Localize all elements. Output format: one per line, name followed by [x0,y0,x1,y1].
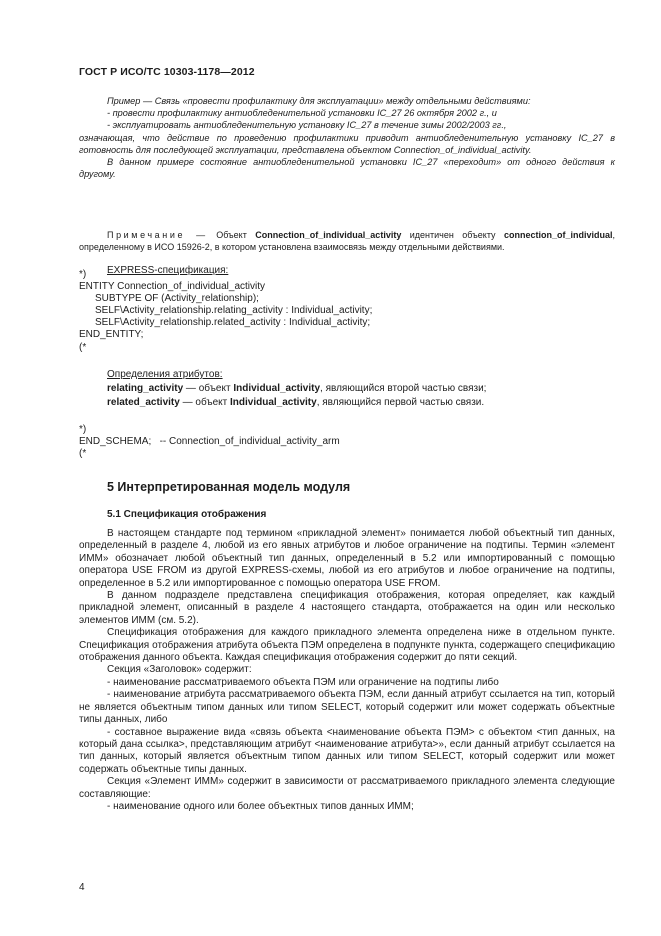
paragraph: Спецификация отображения для каждого прикладного элемента определена ниже в отдельном пункте. Спецификация отображения атрибута объекта ПЭМ определена в подпункте пункта, содержащего спецификацию отображения данного объекта. Каждая спецификация отображения содержит до пяти секций. [79,627,615,664]
subsection-title: 5.1 Спецификация отображения [107,509,267,520]
code-line: (* [79,341,87,353]
attribute-item: related_activity — объект Individual_activity, являющийся первой частью связи. [107,397,485,408]
example-intro: Пример — Связь «провести профилактику для эксплуатации» между отдельными действиями: [107,96,531,106]
express-heading: EXPRESS-спецификация: [107,265,229,276]
paragraph: В настоящем стандарте под термином «прикладной элемент» понимается любой объектный тип данных, определенный в разделе 4, любой из его явных атрибутов и любое ограничение на подтипы. Термин «элемент ИММ» обозначает любой объектный тип данных, определенный в 5.2 или импортированный с помощью оператора USE FROM из другой EXPRESS-схемы, любой из его атрибутов и любое ограничение на подтипы, определенное в 5.2 или импортированное с помощью оператора USE FROM. [79,528,615,589]
code-line: *) [79,424,87,435]
list-item: - составное выражение вида «связь объекта <наименование объекта ПЭМ> с объектом <тип данных, на который дана ссылка>, представляющим атрибут <наименование атрибута>», если данный атрибут ссылается на тип данных, который является объектным типом данных или типом SELECT, который содержит или может содержать объектные типы данных. [79,726,615,775]
code-line: SELF\Activity_relationship.relating_activity : Individual_activity; [95,305,373,317]
paragraph: Секция «Заголовок» содержит: [107,664,252,676]
code-line: *) [79,269,87,280]
code-line: SELF\Activity_relationship.related_activity : Individual_activity; [95,317,371,329]
attribute-item: relating_activity — объект Individual_activity, являющийся второй частью связи; [107,383,487,394]
attribute-definitions [107,368,486,410]
paragraph: В данном подразделе представлена спецификация отображения, которая определяет, как каждый прикладной элемент, описанный в разделе 4 настоящего стандарта, отображается на один или несколько элементов ИММ (см. 5.2). [79,590,615,626]
code-line: END_SCHEMA; -- Connection_of_individual_activity_arm [79,436,340,448]
page-header: ГОСТ Р ИСО/ТС 10303-1178—2012 [79,66,255,78]
example-continuation: означающая, что действие по проведению профилактики приводит антиобледенительную установку IC_27 в готовность для последующей эксплуатации, представлена объектом Connection_of_individual_activity. [79,132,615,155]
attribute-heading: Определения атрибутов: [107,369,223,380]
code-line: (* [79,448,87,460]
list-item: - наименование атрибута рассматриваемого объекта ПЭМ, если данный атрибут ссылается на тип, который не является объектным типом данных или типом SELECT, который содержит или может содержать объектные типы данных, либо [79,689,615,726]
list-item: - наименование одного или более объектных типов данных ИММ; [107,800,414,812]
code-line: ENTITY Connection_of_individual_activity [79,281,266,293]
example-item-2: - эксплуатировать антиобледенительную установку IC_27 в течение зимы 2002/2003 гг., [107,120,507,131]
note-label: Примечание — [107,230,208,240]
example-item-1: - провести профилактику антиобледенительной установки IC_27 26 октября 2002 г., и [107,108,497,119]
page-number: 4 [79,882,85,893]
paragraph: Секция «Элемент ИММ» содержит в зависимости от рассматриваемого прикладного элемента следующие составляющие: [79,776,615,800]
code-line: END_ENTITY; [79,329,144,341]
note-block: Примечание — Объект Connection_of_individual_activity идентичен объекту connection_of_individual, определенному в ИСО 15926-2, в котором установлена взаимосвязь между отдельными действиями. [79,230,616,253]
code-line: SUBTYPE OF (Activity_relationship); [95,293,259,305]
section-title: 5 Интерпретированная модель модуля [107,480,351,494]
example-block [79,95,615,180]
end-schema-code [79,424,340,460]
express-code [79,269,372,354]
list-item: - наименование рассматриваемого объекта ПЭМ или ограничение на подтипы либо [107,676,499,688]
section-body [79,528,615,813]
example-paragraph-2: В данном примере состояние антиобледенительной установки IC_27 «переходит» от одного действия к другому. [79,157,615,180]
